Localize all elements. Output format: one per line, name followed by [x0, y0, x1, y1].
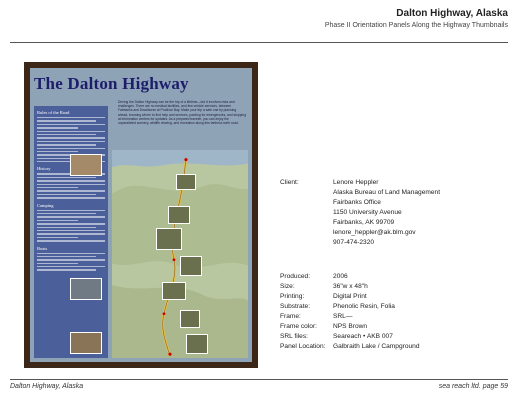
spec-key: Produced: — [280, 273, 311, 280]
footer-left: Dalton Highway, Alaska — [10, 383, 84, 390]
section-heading: Camping — [37, 202, 54, 208]
footer-page-number: sea reach ltd. page 59 — [438, 383, 508, 390]
footer-divider — [10, 379, 508, 380]
client-info — [280, 178, 440, 248]
section-heading: Rules of the Road — [37, 110, 70, 115]
client-line: Fairbanks, AK 99709 — [333, 219, 395, 226]
client-line: 1150 University Avenue — [333, 209, 402, 216]
landscape-photo — [168, 206, 190, 224]
landscape-photo — [176, 174, 196, 190]
spec-value: 2006 — [333, 273, 348, 280]
spec-key: Frame: — [280, 313, 301, 320]
spec-value: SRL— — [333, 313, 353, 320]
client-email: lenore_heppler@ak.blm.gov — [333, 229, 416, 236]
client-line: Alaska Bureau of Land Management — [333, 189, 441, 196]
spec-key: Panel Location: — [280, 343, 326, 350]
page-subtitle: Phase II Orientation Panels Along the Highway Thumbnails — [324, 22, 508, 29]
section-heading: History — [37, 166, 51, 172]
spec-key: Size: — [280, 283, 295, 290]
section-heading: Boats — [37, 245, 48, 251]
sidebar-photo — [70, 154, 102, 176]
spec-value: 36"w x 48"h — [333, 283, 368, 290]
spec-value: Seareach • AKB 007 — [333, 333, 393, 340]
spec-list — [280, 272, 420, 352]
panel-intro-text: Driving the Dalton Highway can be the trip of a lifetime—but it involves risks and challenges. There are no medical facilities, and few vehicle services, between Fairbanks and Deadhorse at Prudhoe Bay. Make your trip a safe one by planning ahead, knowing where to find help and services, packing for emergencies, and stopping at information centers for updates. As a prepared traveler, you can enjoy the unparalleled scenery, wildlife viewing, and recreation along this farthest-north road. — [118, 100, 246, 126]
spec-value: Phenolic Resin, Folia — [333, 303, 395, 310]
header-divider — [10, 42, 508, 43]
spec-key: Frame color: — [280, 323, 318, 330]
panel-thumbnail — [24, 62, 258, 368]
landscape-photo — [180, 310, 200, 328]
sidebar-photo — [70, 332, 102, 354]
sidebar-photo — [70, 278, 102, 300]
landscape-photo — [156, 228, 182, 250]
page-header — [325, 8, 508, 29]
spec-value: Digital Print — [333, 293, 367, 300]
spec-key: SRL files: — [280, 333, 308, 340]
client-label: Client: — [280, 179, 299, 186]
client-line: Lenore Heppler — [333, 179, 379, 186]
landscape-photo — [186, 334, 208, 354]
client-line: Fairbanks Office — [333, 199, 381, 206]
landscape-photo — [162, 282, 186, 300]
landscape-photo — [180, 256, 202, 276]
panel-sidebar — [34, 106, 108, 358]
spec-value: Galbraith Lake / Campground — [333, 343, 420, 350]
page-title: Dalton Highway, Alaska — [396, 8, 508, 19]
spec-key: Substrate: — [280, 303, 311, 310]
client-phone: 907-474-2320 — [333, 239, 375, 246]
panel-artwork — [30, 68, 252, 362]
panel-title: The Dalton Highway — [34, 74, 189, 93]
spec-key: Printing: — [280, 293, 305, 300]
spec-value: NPS Brown — [333, 323, 368, 330]
